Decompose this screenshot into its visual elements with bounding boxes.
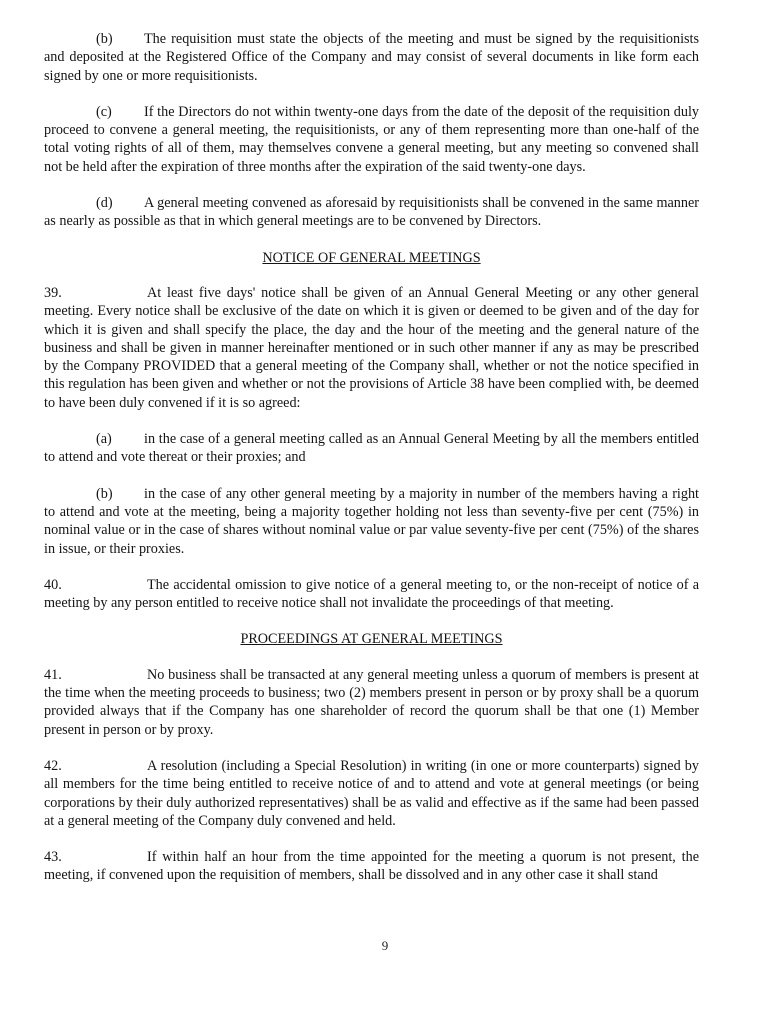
article-number: 43.: [44, 849, 62, 866]
article-42: [44, 757, 699, 830]
document-page: [44, 30, 699, 903]
clause-d-requisition: [44, 194, 699, 231]
article-41: [44, 666, 699, 739]
clause-text: If the Directors do not within twenty-one days from the date of the deposit of the requisition duly proceed to convene a general meeting, the requisitionists, or any of them representing more than one-half of the total voting rights of all of them, may themselves convene a general meeting, but any meeting so convened shall not be held after the expiration of three months after the expiration of the said twenty-one days.: [44, 103, 699, 175]
page-number: 9: [381, 938, 389, 953]
article-text: If within half an hour from the time appointed for the meeting a quorum is not present, the meeting, if convened upon the requisition of members, shall be dissolved and in any other case it shall stand: [44, 849, 699, 884]
article-number: 41.: [44, 666, 62, 683]
article-39-item-b: [44, 485, 699, 558]
clause-text: A general meeting convened as aforesaid by requisitionists shall be convened in the same manner as nearly as possible as that in which general meetings are to be convened by Directors.: [44, 195, 699, 230]
article-number: 39.: [44, 284, 62, 301]
section-heading-notice: NOTICE OF GENERAL MEETINGS: [262, 249, 481, 266]
clause-text: in the case of any other general meeting by a majority in number of the members having a right to attend and vote at the meeting, being a majority together holding not less than seventy-five per cent (75%) in nominal value or in the case of shares without nominal value or par value seventy-five per cent (75%) of the shares in issue, or their proxies.: [44, 485, 699, 557]
clause-label: (b): [96, 485, 113, 502]
clause-c-requisition: [44, 103, 699, 176]
clause-label: (a): [96, 431, 112, 448]
article-43: [44, 848, 699, 885]
article-40: [44, 576, 699, 613]
clause-label: (b): [96, 31, 113, 47]
article-text: At least five days' notice shall be given of an Annual General Meeting or any other general meeting. Every notice shall be exclusive of the date on which it is given or deemed to be given and of the day for which it is given and shall specify the place, the day and the hour of the meeting and the general nature of the business and shall be given in manner hereinafter mentioned or in such other manner if any as may be prescribed by the Company PROVIDED that a general meeting of the Company shall, whether or not the notice specified in this regulation has been given and whether or not the provisions of Article 38 have been complied with, be deemed to have been duly convened if it is so agreed:: [44, 284, 699, 411]
clause-text: The requisition must state the objects of the meeting and must be signed by the requisitionists and deposited at the Registered Office of the Company and may consist of several documents in like form each signed by one or more requisitionists.: [44, 31, 699, 84]
article-39-item-a: [44, 430, 699, 467]
clause-label: (c): [96, 103, 112, 120]
clause-b-requisition: [44, 30, 699, 85]
article-number: 42.: [44, 757, 62, 774]
article-text: A resolution (including a Special Resolution) in writing (in one or more counterparts) signed by all members for the time being entitled to receive notice of and to attend and vote at general meetings (or being corporations by their duly authorized representatives) shall be as valid and effective as if the same had been passed at a general meeting of the Company duly convened and held.: [44, 757, 699, 829]
article-text: The accidental omission to give notice of a general meeting to, or the non-receipt of notice of a meeting by any person entitled to receive notice shall not invalidate the proceedings of that meeting.: [44, 576, 699, 612]
clause-label: (d): [96, 195, 113, 212]
article-39: [44, 284, 699, 412]
article-text: No business shall be transacted at any general meeting unless a quorum of members is present at the time when the meeting proceeds to business; two (2) members present in person or by proxy shall be a quorum provided always that if the Company has one shareholder of record the quorum shall be that one (1) Member present in person or by proxy.: [44, 666, 699, 738]
clause-text: in the case of a general meeting called as an Annual General Meeting by all the members entitled to attend and vote thereat or their proxies; and: [44, 431, 699, 466]
section-heading-proceedings: PROCEEDINGS AT GENERAL MEETINGS: [240, 631, 503, 648]
article-number: 40.: [44, 576, 62, 593]
